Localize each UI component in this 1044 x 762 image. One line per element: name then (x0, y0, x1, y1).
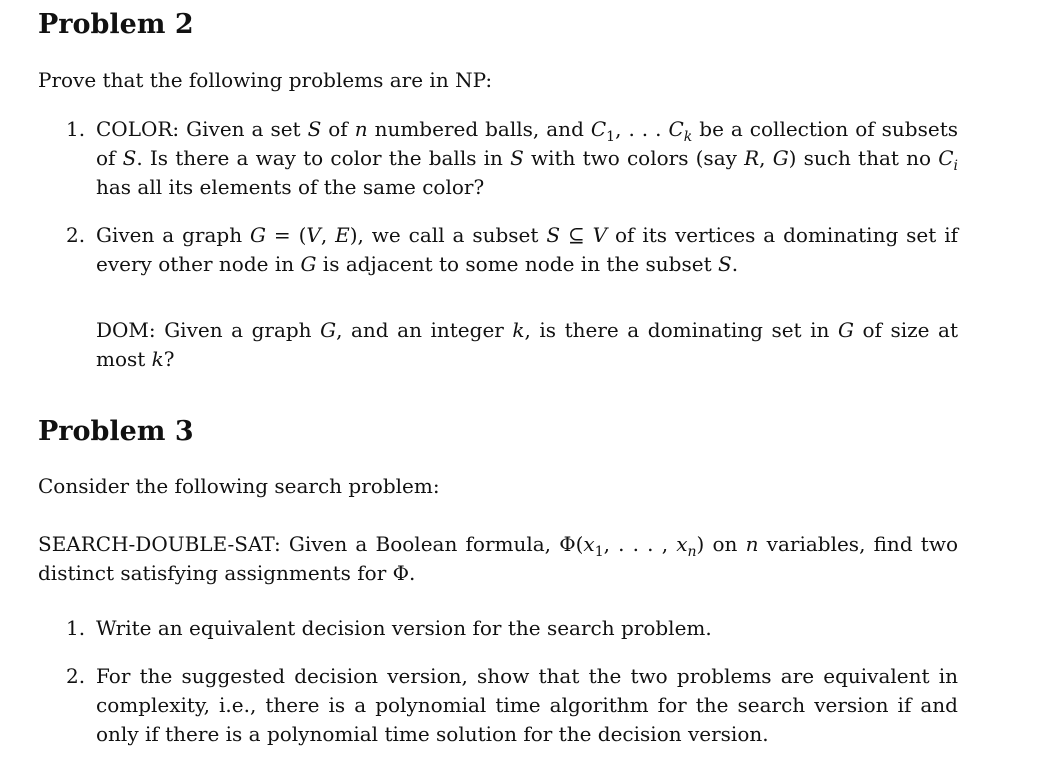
problem-2-item-1 (66, 115, 958, 202)
problem-3-definition: SEARCH-DOUBLE-SAT: Given a Boolean formula, $\Phi(x_1$, . . . , $x_n$) on n variables, find two distinct satisfying assignments for Φ. (38, 532, 958, 585)
item-number: 2. (66, 664, 86, 688)
problem-3-item-1 (66, 614, 958, 643)
item-text: Write an equivalent decision version for the search problem. (96, 616, 712, 640)
dom-text: DOM: Given a graph G, and an integer k, is there a dominating set in G of size at most k? (96, 318, 958, 371)
problem-2-heading: Problem 2 (38, 9, 194, 40)
item-text: For the suggested decision version, show that the two problems are equivalent in complexity, i.e., there is a polynomial time algorithm for the search version if and only if there is a polynomial time solution for the decision version. (96, 664, 958, 746)
problem-2-dom-definition (66, 316, 958, 374)
problem-3-item-2 (66, 662, 958, 749)
item-text: COLOR: Given a set S of n numbered balls, and $C_1$, . . . $C_k$ be a collection of subsets of S. Is there a way to color the balls in S with two colors (say R, G) such that no $C_i$ has all its elements of the same color? (96, 117, 958, 199)
problem-2-item-2 (66, 221, 958, 279)
problem-2-intro: Prove that the following problems are in NP: (38, 68, 493, 92)
problem-3-intro: Consider the following search problem: (38, 474, 440, 498)
item-text: Given a graph G = (V, E), we call a subset S ⊆ V of its vertices a dominating set if every other node in G is adjacent to some node in the subset S. (96, 223, 959, 276)
problem-3-heading: Problem 3 (38, 416, 194, 447)
item-number: 1. (66, 616, 86, 640)
item-number: 1. (66, 117, 86, 141)
item-number: 2. (66, 223, 86, 247)
